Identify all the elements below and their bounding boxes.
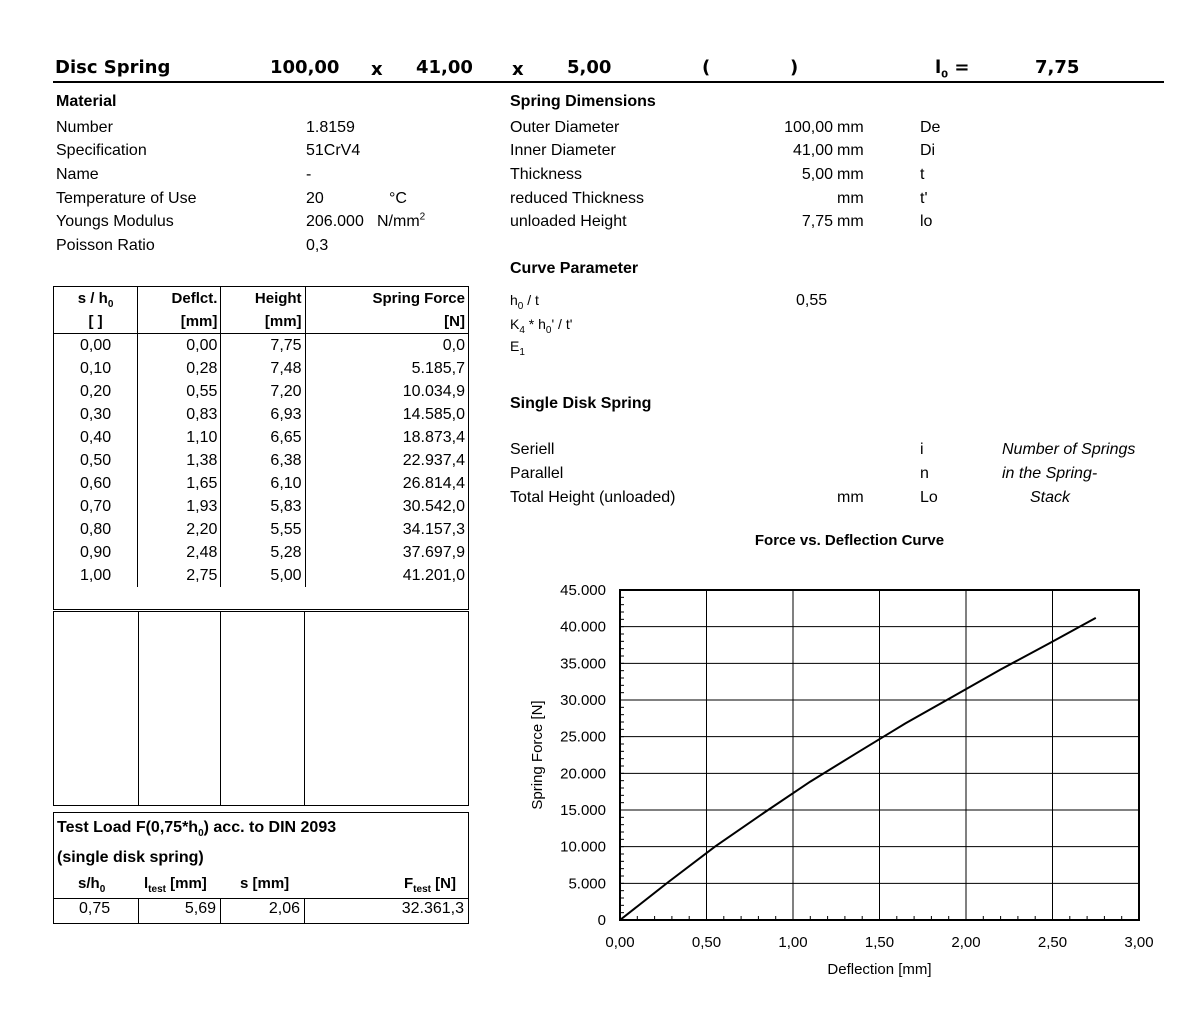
table-cell: 1,93 (138, 495, 221, 518)
table-cell: 1,10 (138, 426, 221, 449)
y-tick-label: 15.000 (560, 802, 606, 819)
single-disk-title: Single Disk Spring (510, 395, 652, 412)
table-cell: 30.542,0 (305, 495, 468, 518)
col-header: Spring Force (305, 287, 468, 310)
table-cell: 0,50 (54, 449, 138, 472)
y-axis-label: Spring Force [N] (529, 700, 546, 810)
y-tick-label: 25.000 (560, 728, 606, 746)
material-label: Specification (56, 142, 147, 159)
symbol-i: i (920, 441, 924, 458)
material-value: 206.000 (306, 213, 364, 230)
unit-header: [mm] (138, 310, 221, 334)
table-cell: 5,55 (221, 518, 305, 541)
header-thickness: 5,00 (567, 57, 612, 78)
symbol-n: n (920, 465, 929, 482)
test-value-ltest: 5,69 (184, 900, 216, 917)
test-col-s: s [mm] (240, 875, 290, 892)
table-row (54, 495, 469, 518)
test-col-s-h0: $s/h_0$ (78, 875, 106, 895)
table-cell: 7,20 (221, 380, 305, 403)
table-cell: 18.873,4 (305, 426, 468, 449)
table-cell: 2,20 (138, 518, 221, 541)
y-tick-label: 20.000 (560, 765, 606, 783)
table-cell: 2,75 (138, 564, 221, 587)
material-value: - (306, 166, 312, 183)
header-outer-diameter: 100,00 (270, 57, 340, 78)
material-value: 0,3 (306, 237, 329, 254)
test-load-box (53, 812, 469, 924)
table-cell: 0,28 (138, 357, 221, 380)
x-tick-label: 0,00 (605, 934, 635, 951)
header-lo-label: $l_0$ = (935, 57, 970, 81)
test-load-title: Test Load $F(0,75*h_0)$ acc. to DIN 2093 (57, 819, 337, 840)
table-cell: 34.157,3 (305, 518, 468, 541)
chart-title: Force vs. Deflection Curve (754, 532, 945, 549)
table-row (54, 541, 469, 564)
dimension-symbol: Di (920, 142, 936, 159)
table-cell: 0,80 (54, 518, 138, 541)
table-cell: 0,0 (305, 334, 468, 358)
dimension-value: 5,00 (801, 166, 833, 183)
unit-header: [mm] (221, 310, 305, 334)
material-value: 1.8159 (306, 119, 355, 136)
table-cell: 10.034,9 (305, 380, 468, 403)
material-label: Youngs Modulus (56, 213, 174, 230)
y-tick-label: 5.000 (568, 875, 606, 893)
col-header-s-h0: s / $h_0$ (54, 287, 138, 310)
deflection-table (53, 286, 469, 610)
test-col-ftest: $F_{test}$ [N] (404, 875, 456, 895)
table-cell: 0,60 (54, 472, 138, 495)
table-cell: 0,30 (54, 403, 138, 426)
table-cell: 1,65 (138, 472, 221, 495)
dimension-unit: mm (837, 190, 864, 207)
col-header: Height (221, 287, 305, 310)
table-cell: 14.585,0 (305, 403, 468, 426)
dimension-label: Outer Diameter (510, 119, 620, 136)
header-paren-close: ) (790, 57, 799, 78)
stack-note: Stack (1030, 489, 1071, 506)
dimension-unit: mm (837, 142, 864, 159)
material-value: 20 (306, 190, 324, 207)
unit-header: [N] (305, 310, 468, 334)
y-tick-label: 10.000 (560, 838, 606, 856)
material-label: Poisson Ratio (56, 237, 155, 254)
table-cell: 26.814,4 (305, 472, 468, 495)
y-tick-label: 30.000 (560, 692, 606, 709)
dimension-symbol: t (920, 166, 925, 183)
header-lo-value: 7,75 (1035, 57, 1080, 78)
parallel-label: Parallel (510, 465, 564, 482)
x-tick-label: 1,00 (778, 934, 808, 951)
col-header: Deflct. (138, 287, 221, 310)
y-tick-label: 45.000 (560, 582, 606, 599)
x-tick-label: 3,00 (1124, 934, 1154, 951)
table-row (54, 403, 469, 426)
table-row (54, 357, 469, 380)
table-cell: 0,10 (54, 357, 138, 380)
table-row (54, 518, 469, 541)
test-divider (138, 898, 139, 923)
table-cell: 1,00 (54, 564, 138, 587)
dimension-symbol: t' (920, 190, 928, 207)
table-cell: 7,75 (221, 334, 305, 358)
table-cell: 2,48 (138, 541, 221, 564)
test-value-s: 2,06 (268, 900, 300, 917)
table-cell: 0,40 (54, 426, 138, 449)
x-axis-label: Deflection [mm] (827, 961, 932, 978)
grid-divider (220, 612, 221, 805)
dimensions-title: Spring Dimensions (510, 93, 656, 110)
material-value: 51CrV4 (306, 142, 361, 159)
dimension-value: 41,00 (792, 142, 833, 159)
test-value-ftest: 32.361,3 (401, 900, 464, 917)
y-tick-label: 40.000 (560, 618, 606, 636)
y-tick-label: 35.000 (560, 655, 606, 673)
test-divider (304, 898, 305, 923)
material-label: Number (56, 119, 113, 136)
x-tick-label: 2,00 (951, 934, 981, 951)
k4-label: $K_4 * h_0'$ / t' (510, 316, 573, 336)
dimension-value: 100,00 (784, 119, 833, 136)
table-cell: 6,93 (221, 403, 305, 426)
dimension-symbol: De (920, 119, 941, 136)
table-cell: 5.185,7 (305, 357, 468, 380)
test-value-s-h0: 0,75 (79, 900, 111, 917)
table-cell: 6,38 (221, 449, 305, 472)
dimension-label: reduced Thickness (510, 190, 644, 207)
total-height-label: Total Height (unloaded) (510, 489, 676, 506)
table-cell: 5,83 (221, 495, 305, 518)
test-load-subtitle: (single disk spring) (57, 849, 204, 866)
y-tick-label: 0 (597, 912, 606, 929)
table-row (54, 472, 469, 495)
table-cell: 41.201,0 (305, 564, 468, 587)
e1-label: $E_1$ (510, 338, 525, 358)
table-cell: 0,70 (54, 495, 138, 518)
dimension-unit: mm (837, 119, 864, 136)
material-unit: $N/mm^2$ (377, 211, 426, 230)
table-cell: 0,83 (138, 403, 221, 426)
material-title: Material (56, 93, 117, 110)
h0-over-t-value: 0,55 (796, 292, 828, 309)
header-x1: x (371, 59, 383, 80)
header-inner-diameter: 41,00 (416, 57, 473, 78)
header-x2: x (512, 59, 524, 80)
grid-divider (138, 612, 139, 805)
table-row (54, 449, 469, 472)
x-tick-label: 1,50 (864, 934, 895, 951)
table-cell: 0,00 (138, 334, 221, 358)
dimension-value: 7,75 (801, 213, 833, 230)
table-row (54, 380, 469, 403)
material-label: Name (56, 166, 99, 183)
table-cell: 0,90 (54, 541, 138, 564)
dimension-label: Inner Diameter (510, 142, 616, 159)
empty-result-grid (53, 611, 469, 806)
header-rule (53, 81, 1164, 83)
stack-note: Number of Springs (1002, 441, 1136, 458)
table-cell: 0,55 (138, 380, 221, 403)
test-divider (54, 898, 468, 899)
symbol-lo: Lo (920, 489, 938, 506)
table-cell: 22.937,4 (305, 449, 468, 472)
table-cell: 7,48 (221, 357, 305, 380)
table-cell: 0,20 (54, 380, 138, 403)
seriell-label: Seriell (510, 441, 555, 458)
deflection-table-grid (53, 287, 469, 587)
grid-divider (304, 612, 305, 805)
material-label: Temperature of Use (56, 190, 197, 207)
header-paren-open: ( (702, 57, 711, 78)
h0-over-t-label: $h_0$ / t (510, 292, 539, 312)
table-cell: 6,65 (221, 426, 305, 449)
unit-header: [ ] (54, 310, 138, 334)
table-row (54, 334, 469, 358)
table-cell: 1,38 (138, 449, 221, 472)
x-tick-label: 2,50 (1037, 934, 1068, 951)
dimension-symbol: lo (920, 213, 933, 230)
curve-parameter-title: Curve Parameter (510, 260, 639, 277)
dimension-label: Thickness (510, 166, 583, 183)
test-divider (220, 898, 221, 923)
test-col-ltest: $l_{test}$ [mm] (144, 875, 207, 895)
dimension-unit: mm (837, 213, 864, 230)
x-tick-label: 0,50 (691, 934, 722, 951)
dimension-label: unloaded Height (510, 213, 627, 230)
table-row (54, 564, 469, 587)
stack-note: in the Spring- (1002, 465, 1098, 482)
total-height-unit: mm (837, 489, 864, 506)
table-cell: 5,28 (221, 541, 305, 564)
material-unit: °C (389, 190, 407, 207)
force-deflection-chart (490, 525, 1180, 995)
table-row (54, 426, 469, 449)
table-cell: 6,10 (221, 472, 305, 495)
table-cell: 37.697,9 (305, 541, 468, 564)
table-cell: 0,00 (54, 334, 138, 358)
table-cell: 5,00 (221, 564, 305, 587)
dimension-unit: mm (837, 166, 864, 183)
spring-title: Disc Spring (55, 57, 171, 78)
